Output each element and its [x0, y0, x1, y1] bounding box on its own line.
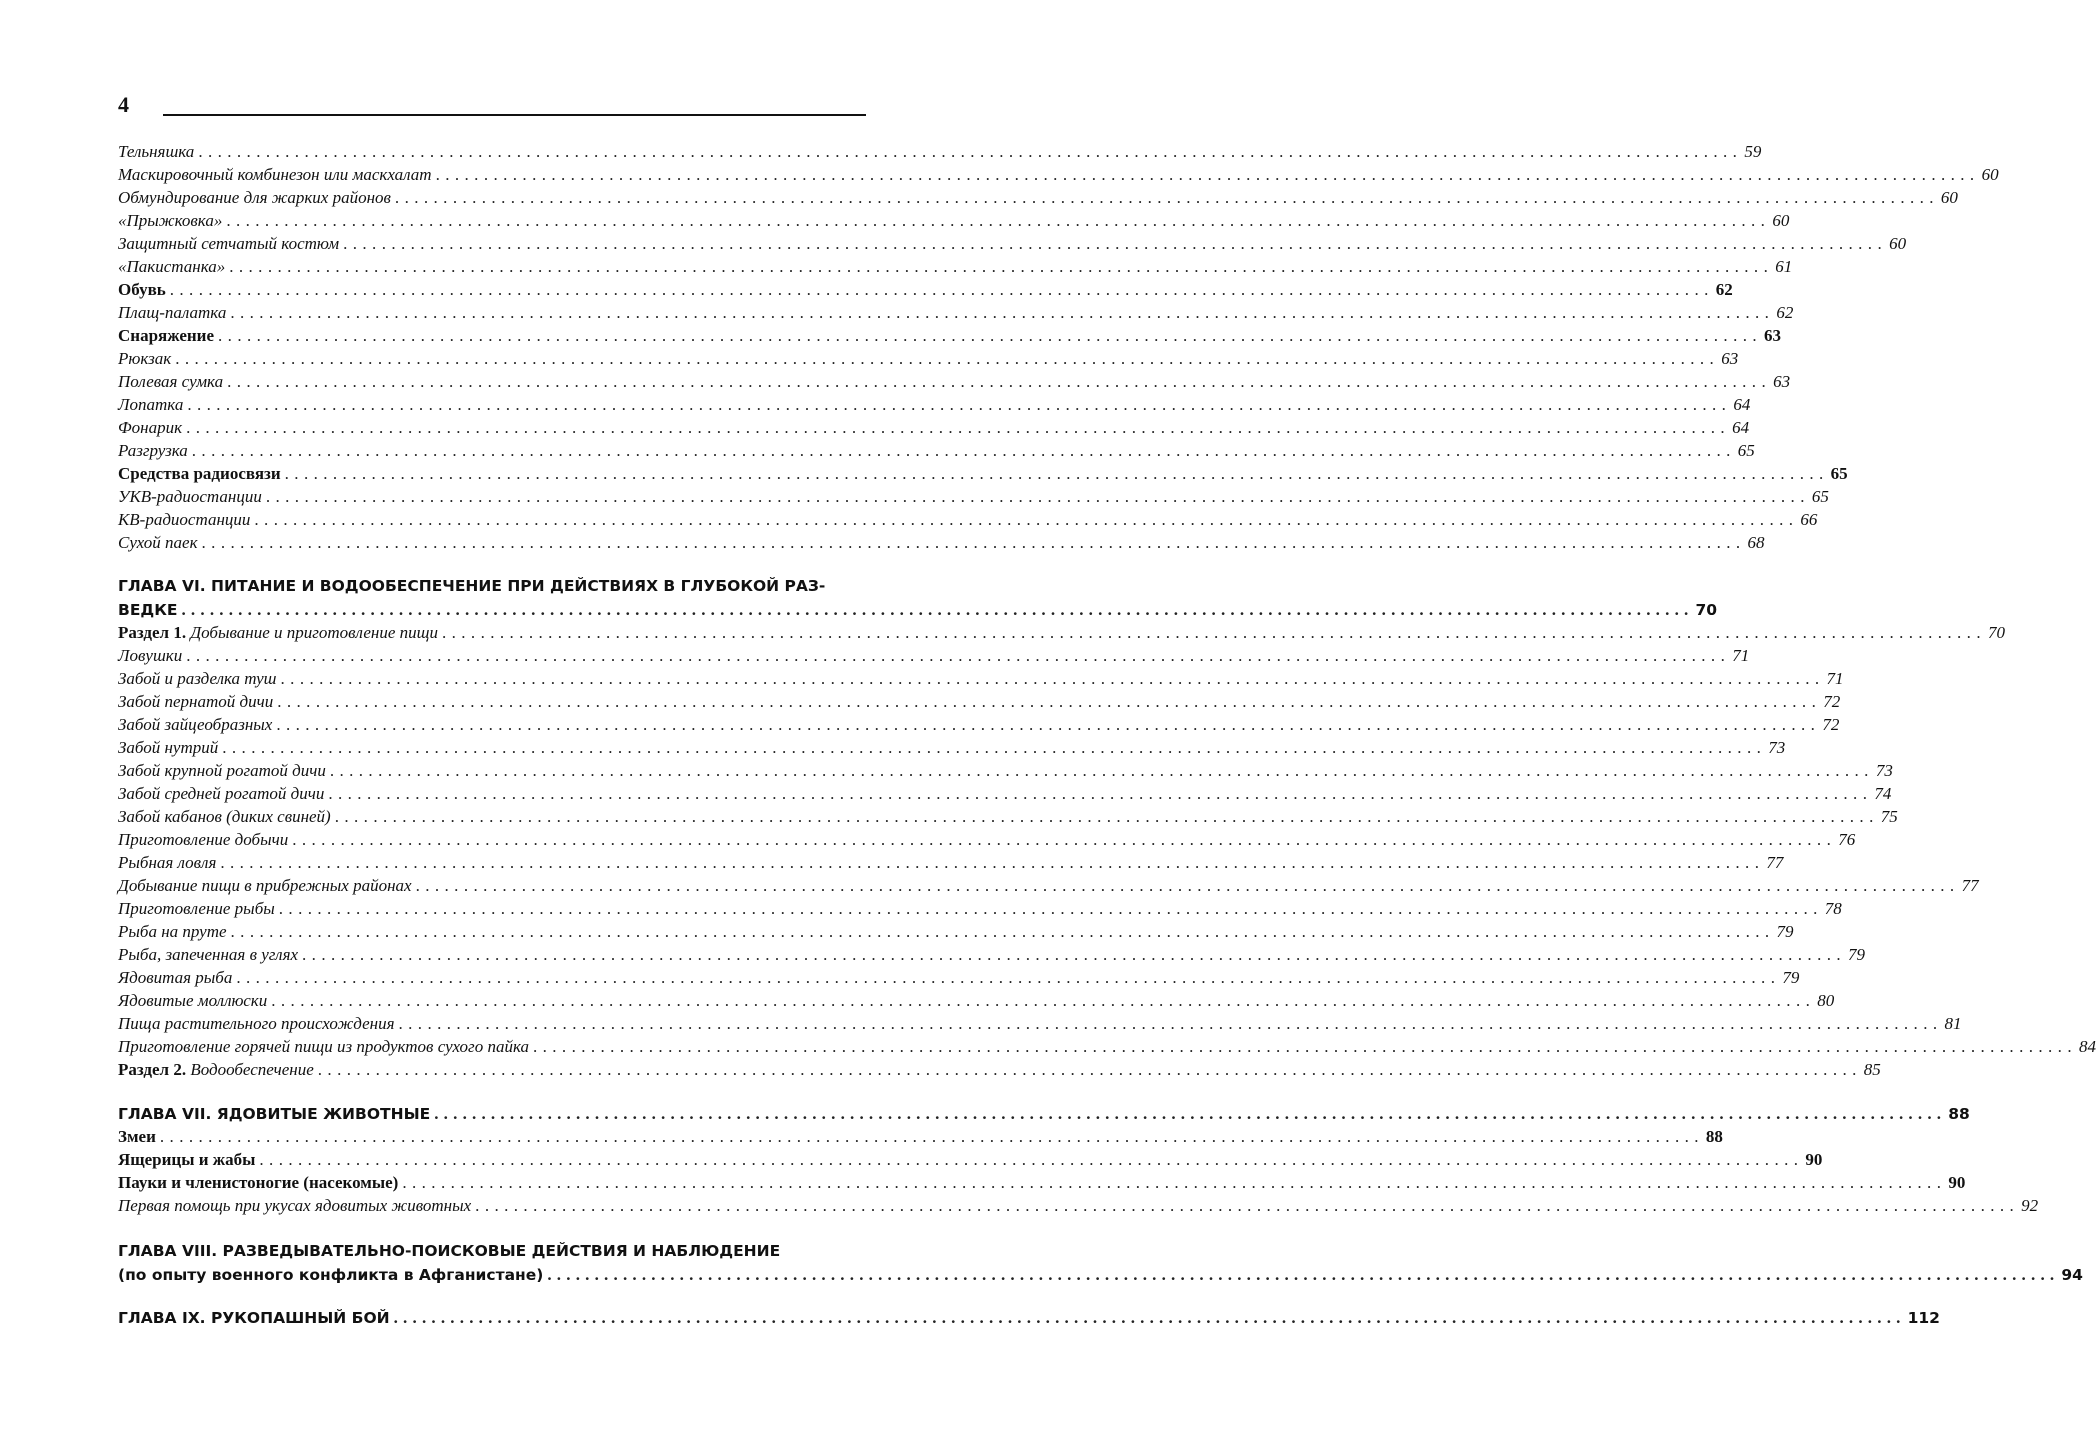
- dot-leader: ................................................................................................................................................................: [343, 234, 1888, 253]
- dot-leader: ................................................................................................................................................................: [218, 326, 1763, 345]
- dot-leader: ................................................................................................................................................................: [226, 211, 1771, 230]
- chapter-heading: (по опыту военного конфликта в Афганистане) ................................................................................................................................................................ 94: [118, 1265, 2083, 1284]
- toc-entry: «Прыжковка» ................................................................................................................................................................ 60: [118, 211, 1790, 230]
- dot-leader: ................................................................................................................................................................: [398, 1014, 1943, 1033]
- toc-entry: Обмундирование для жарких районов ................................................................................................................................................................ 60: [118, 188, 1958, 207]
- dot-leader: ................................................................................................................................................................: [191, 441, 1736, 460]
- dot-leader: ................................................................................................................................................................: [284, 464, 1829, 483]
- toc-entry: Забой и разделка туш ................................................................................................................................................................ 71: [118, 669, 1844, 688]
- dot-leader: ................................................................................................................................................................: [329, 761, 1874, 780]
- dot-leader: ................................................................................................................................................................: [271, 991, 1816, 1010]
- toc-entry: Приготовление горячей пищи из продуктов сухого пайка ................................................................................................................................................................ 84: [118, 1037, 2096, 1056]
- dot-leader: ................................................................................................................................................................: [222, 738, 1767, 757]
- dot-leader: ................................................................................................................................................................: [265, 487, 1810, 506]
- toc-entry: Приготовление рыбы ................................................................................................................................................................ 78: [118, 899, 1842, 918]
- toc-entry: Приготовление добычи ................................................................................................................................................................ 76: [118, 830, 1856, 849]
- toc-section-entry: Снаряжение ................................................................................................................................................................ 63: [118, 326, 1782, 345]
- toc-entry: Забой средней рогатой дичи ................................................................................................................................................................ 74: [118, 784, 1892, 803]
- chapter-heading: ГЛАВА IX. РУКОПАШНЫЙ БОЙ ................................................................................................................................................................ 112: [118, 1308, 1940, 1327]
- dot-leader: ................................................................................................................................................................: [186, 646, 1731, 665]
- chapter-heading: ГЛАВА VII. ЯДОВИТЫЕ ЖИВОТНЫЕ ................................................................................................................................................................ 88: [118, 1104, 1970, 1123]
- dot-leader: ................................................................................................................................................................: [475, 1196, 2020, 1215]
- toc-entry: Полевая сумка ................................................................................................................................................................ 63: [118, 372, 1791, 391]
- toc-entry: Ловушки ................................................................................................................................................................ 71: [118, 646, 1750, 665]
- toc-entry: Тельняшка ................................................................................................................................................................ 59: [118, 142, 1762, 161]
- dot-leader: ................................................................................................................................................................: [230, 303, 1775, 322]
- chapter-heading-line: ГЛАВА VI. ПИТАНИЕ И ВОДООБЕСПЕЧЕНИЕ ПРИ ДЕЙСТВИЯХ В ГЛУБОКОЙ РАЗ-: [118, 577, 826, 595]
- dot-leader: ................................................................................................................................................................: [334, 807, 1879, 826]
- dot-leader: ................................................................................................................................................................: [278, 899, 1823, 918]
- toc-entry: Сухой паек ................................................................................................................................................................ 68: [118, 533, 1765, 552]
- toc-entry: Рыбная ловля ................................................................................................................................................................ 77: [118, 853, 1784, 872]
- dot-leader: ................................................................................................................................................................: [236, 968, 1781, 987]
- dot-leader: ................................................................................................................................................................: [186, 418, 1731, 437]
- toc-entry: Ядовитые моллюски ................................................................................................................................................................ 80: [118, 991, 1835, 1010]
- toc-entry: Забой зайцеобразных ................................................................................................................................................................ 72: [118, 715, 1840, 734]
- dot-leader: ................................................................................................................................................................: [277, 692, 1822, 711]
- toc-section-entry: Змеи ................................................................................................................................................................ 88: [118, 1127, 1723, 1146]
- dot-leader: ................................................................................................................................................................: [201, 533, 1746, 552]
- toc-entry: Забой кабанов (диких свиней) ................................................................................................................................................................ 75: [118, 807, 1898, 826]
- toc-entry: КВ-радиостанции ................................................................................................................................................................ 66: [118, 510, 1818, 529]
- dot-leader: ................................................................................................................................................................: [280, 669, 1825, 688]
- dot-leader: ................................................................................................................................................................: [227, 372, 1772, 391]
- toc-part-entry: Раздел 2. Водообеспечение ................................................................................................................................................................ 85: [118, 1060, 1881, 1079]
- dot-leader: ................................................................................................................................................................: [532, 1037, 2077, 1056]
- toc-entry: Ядовитая рыба ................................................................................................................................................................ 79: [118, 968, 1800, 987]
- dot-leader: ................................................................................................................................................................: [402, 1173, 1947, 1192]
- dot-leader: ................................................................................................................................................................: [254, 510, 1799, 529]
- dot-leader: ................................................................................................................................................................: [229, 257, 1774, 276]
- toc-section-entry: Средства радиосвязи ................................................................................................................................................................ 65: [118, 464, 1848, 483]
- dot-leader: ................................................................................................................................................................: [434, 1104, 1947, 1123]
- toc-entry: Плащ-палатка ................................................................................................................................................................ 62: [118, 303, 1794, 322]
- toc-entry: Забой пернатой дичи ................................................................................................................................................................ 72: [118, 692, 1841, 711]
- toc-section-entry: Пауки и членистоногие (насекомые) ................................................................................................................................................................ 90: [118, 1173, 1966, 1192]
- toc-entry: Защитный сетчатый костюм ................................................................................................................................................................ 60: [118, 234, 1907, 253]
- dot-leader: ................................................................................................................................................................: [415, 876, 1960, 895]
- toc-entry: «Пакистанка» ................................................................................................................................................................ 61: [118, 257, 1793, 276]
- toc-entry: Маскировочный комбинезон или маскхалат ................................................................................................................................................................ 60: [118, 165, 1999, 184]
- toc-entry: Забой крупной рогатой дичи ................................................................................................................................................................ 73: [118, 761, 1893, 780]
- dot-leader: ................................................................................................................................................................: [175, 349, 1720, 368]
- toc-part-entry: Раздел 1. Добывание и приготовление пищи ................................................................................................................................................................ 70: [118, 623, 2005, 642]
- toc-entry: Забой нутрий ................................................................................................................................................................ 73: [118, 738, 1786, 757]
- dot-leader: ................................................................................................................................................................: [159, 1127, 1704, 1146]
- toc-entry: Добывание пищи в прибрежных районах ................................................................................................................................................................ 77: [118, 876, 1979, 895]
- dot-leader: ................................................................................................................................................................: [394, 188, 1939, 207]
- toc-entry: Лопатка ................................................................................................................................................................ 64: [118, 395, 1751, 414]
- page-number: 4: [118, 92, 129, 117]
- toc-entry: УКВ-радиостанции ................................................................................................................................................................ 65: [118, 487, 1829, 506]
- dot-leader: ................................................................................................................................................................: [187, 395, 1732, 414]
- dot-leader: ................................................................................................................................................................: [276, 715, 1821, 734]
- toc-entry: Рыба на пруте ................................................................................................................................................................ 79: [118, 922, 1794, 941]
- toc-entry: Разгрузка ................................................................................................................................................................ 65: [118, 441, 1755, 460]
- dot-leader: ................................................................................................................................................................: [435, 165, 1980, 184]
- dot-leader: ................................................................................................................................................................: [547, 1265, 2060, 1284]
- toc-section-entry: Обувь ................................................................................................................................................................ 62: [118, 280, 1733, 299]
- dot-leader: ................................................................................................................................................................: [302, 945, 1847, 964]
- toc-entry: Рюкзак ................................................................................................................................................................ 63: [118, 349, 1739, 368]
- dot-leader: ................................................................................................................................................................: [259, 1150, 1804, 1169]
- dot-leader: ................................................................................................................................................................: [317, 1060, 1862, 1079]
- toc-entry: Рыба, запеченная в углях ................................................................................................................................................................ 79: [118, 945, 1866, 964]
- toc-entry: Фонарик ................................................................................................................................................................ 64: [118, 418, 1750, 437]
- dot-leader: ................................................................................................................................................................: [198, 142, 1743, 161]
- dot-leader: ................................................................................................................................................................: [169, 280, 1714, 299]
- dot-leader: ................................................................................................................................................................: [328, 784, 1873, 803]
- dot-leader: ................................................................................................................................................................: [181, 600, 1694, 619]
- dot-leader: ................................................................................................................................................................: [292, 830, 1837, 849]
- dot-leader: ................................................................................................................................................................: [441, 623, 1986, 642]
- dot-leader: ................................................................................................................................................................: [220, 853, 1765, 872]
- chapter-heading-line: ГЛАВА VIII. РАЗВЕДЫВАТЕЛЬНО-ПОИСКОВЫЕ ДЕЙСТВИЯ И НАБЛЮДЕНИЕ: [118, 1242, 781, 1260]
- dot-leader: ................................................................................................................................................................: [393, 1308, 1906, 1327]
- header-rule: [163, 114, 866, 116]
- chapter-heading: ВЕДКЕ ................................................................................................................................................................ 70: [118, 600, 1718, 619]
- toc-entry: Первая помощь при укусах ядовитых животных ................................................................................................................................................................ 92: [118, 1196, 2039, 1215]
- toc-entry: Пища растительного происхождения ................................................................................................................................................................ 81: [118, 1014, 1962, 1033]
- toc-section-entry: Ящерицы и жабы ................................................................................................................................................................ 90: [118, 1150, 1823, 1169]
- dot-leader: ................................................................................................................................................................: [230, 922, 1775, 941]
